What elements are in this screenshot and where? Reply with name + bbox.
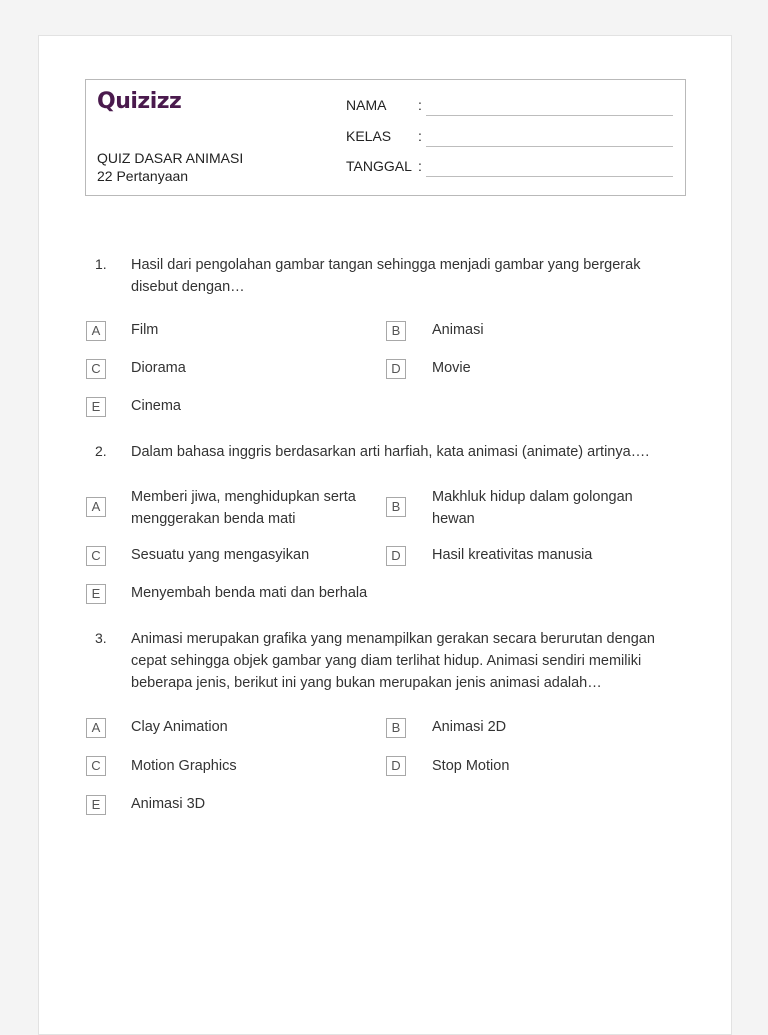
option-text[interactable]: Hasil kreativitas manusia (432, 547, 593, 563)
option-text[interactable]: Memberi jiwa, menghidupkan serta menggerakan benda mati (131, 489, 356, 527)
option-letter-box[interactable]: B (386, 718, 406, 738)
option-letter-box[interactable]: D (386, 359, 406, 379)
class-line[interactable] (426, 146, 673, 147)
option-letter-box[interactable]: C (86, 546, 106, 566)
question-count: 22 Pertanyaan (97, 168, 189, 184)
date-field[interactable] (346, 158, 676, 180)
question-text: Animasi merupakan grafika yang menampilkan gerakan secara berurutan dengan cepat sehingga objek gambar yang diam terlihat hidup. Animasi sendiri memiliki beberapa jenis, berikut ini yang bukan merupakan jenis animasi adalah… (131, 631, 655, 691)
quizizz-logo: Quizizz (97, 89, 182, 114)
option-letter-box[interactable]: D (386, 546, 406, 566)
option-letter-box[interactable]: A (86, 718, 106, 738)
class-colon: : (418, 128, 422, 144)
option-text[interactable]: Menyembah benda mati dan berhala (131, 585, 368, 601)
option-text[interactable]: Movie (432, 360, 471, 376)
question-number: 1. (95, 256, 107, 272)
option-letter-box[interactable]: A (86, 321, 106, 341)
quiz-title: QUIZ DASAR ANIMASI (97, 150, 244, 166)
option-text[interactable]: Diorama (131, 360, 186, 376)
question-number: 3. (95, 630, 107, 646)
option-letter-box[interactable]: E (86, 584, 106, 604)
option-letter-box[interactable]: B (386, 321, 406, 341)
date-colon: : (418, 158, 422, 174)
option-text[interactable]: Clay Animation (131, 719, 228, 735)
name-colon: : (418, 97, 422, 113)
class-field[interactable] (346, 128, 676, 150)
option-text[interactable]: Animasi 3D (131, 796, 206, 812)
worksheet-header (85, 79, 686, 196)
option-letter-box[interactable]: C (86, 756, 106, 776)
option-letter-box[interactable]: D (386, 756, 406, 776)
class-label: KELAS (346, 128, 392, 144)
date-line[interactable] (426, 176, 673, 177)
option-text[interactable]: Makhluk hidup dalam golongan hewan (432, 489, 633, 527)
option-text[interactable]: Cinema (131, 398, 181, 414)
option-text[interactable]: Film (131, 322, 159, 338)
question-text: Hasil dari pengolahan gambar tangan sehingga menjadi gambar yang bergerak disebut dengan… (131, 257, 641, 295)
option-text[interactable]: Animasi (432, 322, 484, 338)
option-letter-box[interactable]: E (86, 397, 106, 417)
name-line[interactable] (426, 115, 673, 116)
option-letter-box[interactable]: A (86, 497, 106, 517)
option-letter-box[interactable]: E (86, 795, 106, 815)
option-text[interactable]: Animasi 2D (432, 719, 507, 735)
name-field[interactable] (346, 97, 676, 119)
date-label: TANGGAL (346, 158, 412, 174)
option-text[interactable]: Sesuatu yang mengasyikan (131, 547, 310, 563)
option-text[interactable]: Motion Graphics (131, 758, 237, 774)
question-number: 2. (95, 443, 107, 459)
option-letter-box[interactable]: C (86, 359, 106, 379)
name-label: NAMA (346, 97, 387, 113)
option-letter-box[interactable]: B (386, 497, 406, 517)
question-text: Dalam bahasa inggris berdasarkan arti harfiah, kata animasi (animate) artinya…. (131, 444, 650, 460)
option-text[interactable]: Stop Motion (432, 758, 510, 774)
